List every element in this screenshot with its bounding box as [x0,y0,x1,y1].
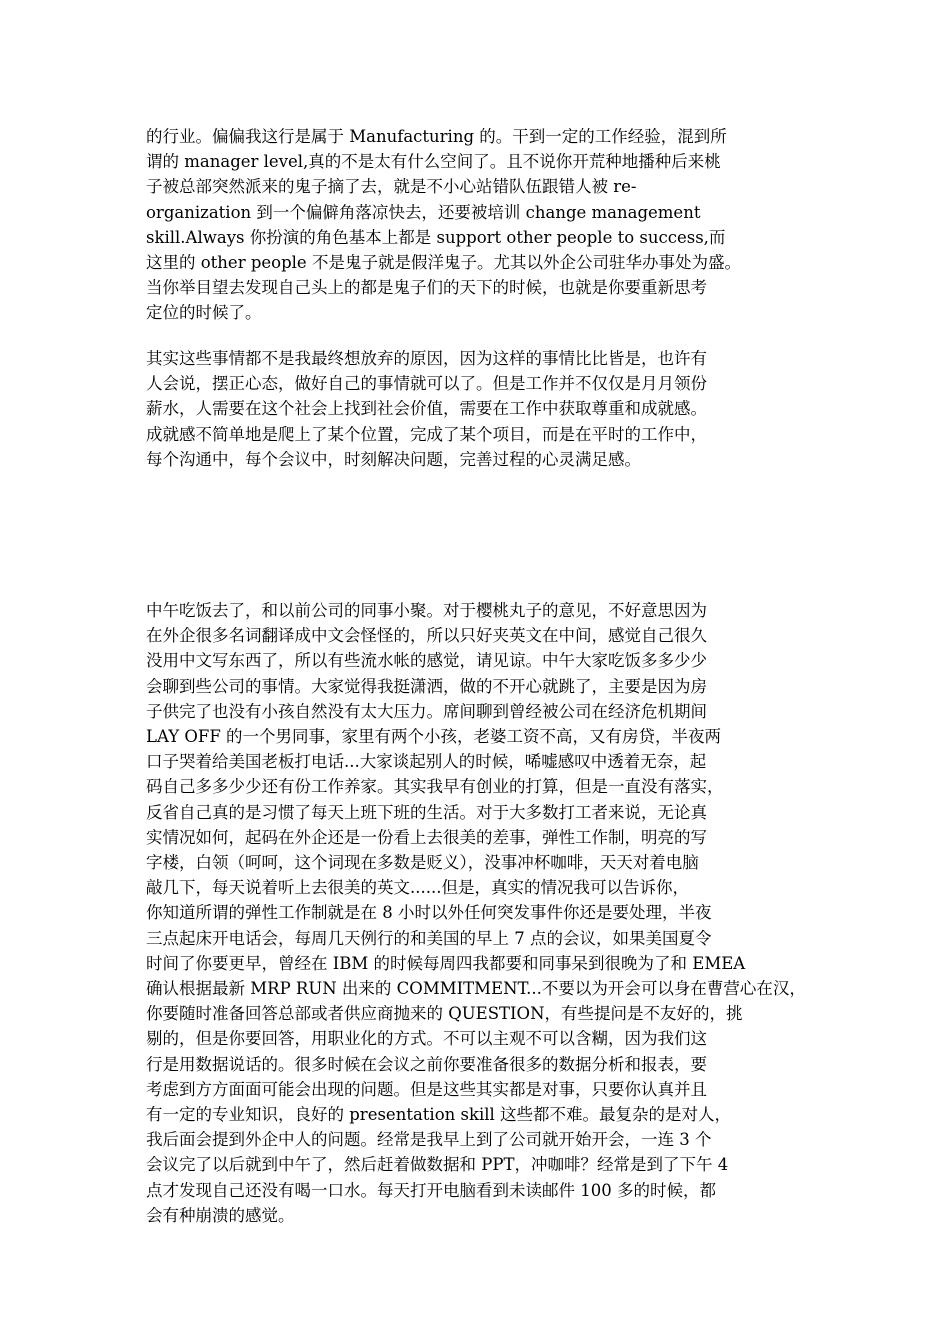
text-line: 人会说，摆正心态，做好自己的事情就可以了。但是工作并不仅仅是月月领份 [146,374,707,394]
text-line: 时间了你要更早，曾经在 IBM 的时候每周四我都要和同事呆到很晚为了和 EMEA [146,953,746,973]
text-line: 三点起床开电话会，每周几天例行的和美国的早上 7 点的会议，如果美国夏令 [146,928,712,948]
text-line: 口子哭着给美国老板打电话...大家谈起别人的时候，唏嘘感叹中透着无奈，起 [146,752,707,772]
text-line: 这里的 other people 不是鬼子就是假洋鬼子。尤其以外企公司驻华办事处为盛。 [146,253,741,272]
text-line: 谓的 manager level,真的不是太有什么空间了。且不说你开荒种地播种后来桃 [146,152,721,172]
text-line: 确认根据最新 MRP RUN 出来的 COMMITMENT...不要以为开会可以身在曹营心在汉， [146,979,806,998]
text-line: 当你举目望去发现自己头上的都是鬼子们的天下的时候，也就是你要重新思考 [146,278,707,298]
text-line: 敲几下，每天说着听上去很美的英文......但是，真实的情况我可以告诉你， [146,878,689,898]
text-line: 码自己多多少少还有份工作养家。其实我早有创业的打算，但是一直没有落实， [146,777,724,797]
text-line: 会有种崩溃的感觉。 [146,1205,295,1225]
text-line: 其实这些事情都不是我最终想放弃的原因，因为这样的事情比比皆是，也许有 [146,349,707,368]
text-line: 在外企很多名词翻译成中文会怪怪的，所以只好夹英文在中间，感觉自己很久 [146,626,707,646]
text-line: 子供完了也没有小孩自然没有太大压力。席间聊到曾经被公司在经济危机期间 [146,701,707,721]
text-line: 子被总部突然派来的鬼子摘了去，就是不小心站错队伍跟错人被 re- [146,177,637,197]
text-line: 我后面会提到外企中人的问题。经常是我早上到了公司就开始开会，一连 3 个 [146,1130,712,1150]
text-line: LAY OFF 的一个男同事，家里有两个小孩，老婆工资不高，又有房贷，半夜两 [146,727,722,746]
text-line: 点才发现自己还没有喝一口水。每天打开电脑看到未读邮件 100 多的时候，都 [146,1180,716,1200]
text-line: 会聊到些公司的事情。大家觉得我挺潇洒，做的不开心就跳了，主要是因为房 [146,676,707,696]
text-line: 考虑到方方面面可能会出现的问题。但是这些其实都是对事，只要你认真并且 [146,1079,707,1099]
text-line: 实情况如何，起码在外企还是一份看上去很美的差事，弹性工作制，明亮的写 [146,827,707,847]
text-line: 薪水，人需要在这个社会上找到社会价值，需要在工作中获取尊重和成就感。 [146,399,707,419]
text-line: 有一定的专业知识，良好的 presentation skill 这些都不难。最复杂的是对人， [146,1105,732,1124]
text-line: organization 到一个偏僻角落凉快去，还要被培训 change management [146,202,701,222]
text-line: 定位的时候了。 [146,303,262,323]
text-line: 反省自己真的是习惯了每天上班下班的生活。对于大多数打工者来说，无论真 [146,802,707,822]
text-line: 成就感不简单地是爬上了某个位置，完成了某个项目，而是在平时的工作中， [146,424,707,444]
text-line: 的行业。偏偏我这行是属于 Manufacturing 的。干到一定的工作经验，混到所 [146,127,727,146]
text-line: skill.Always 你扮演的角色基本上都是 support other people to success,而 [146,227,726,247]
text-line: 剔的，但是你要回答，用职业化的方式。不可以主观不可以含糊，因为我们这 [146,1029,707,1049]
text-line: 你要随时准备回答总部或者供应商抛来的 QUESTION，有些提问是不友好的，挑 [146,1004,743,1024]
text-line: 你知道所谓的弹性工作制就是在 8 小时以外任何突发事件你还是要处理，半夜 [146,903,712,923]
text-line: 每个沟通中，每个会议中，时刻解决问题，完善过程的心灵满足感。 [146,449,641,469]
text-line: 行是用数据说话的。很多时候在会议之前你要准备很多的数据分析和报表，要 [146,1054,707,1074]
text-line: 没用中文写东西了，所以有些流水帐的感觉，请见谅。中午大家吃饭多多少少 [146,651,707,671]
text-line: 会议完了以后就到中午了，然后赶着做数据和 PPT，冲咖啡？经常是到了下午 4 [146,1155,729,1175]
text-line: 中午吃饭去了，和以前公司的同事小聚。对于樱桃丸子的意见，不好意思因为 [146,601,707,620]
text-line: 字楼，白领（呵呵，这个词现在多数是贬义），没事冲杯咖啡，天天对着电脑 [146,853,699,872]
